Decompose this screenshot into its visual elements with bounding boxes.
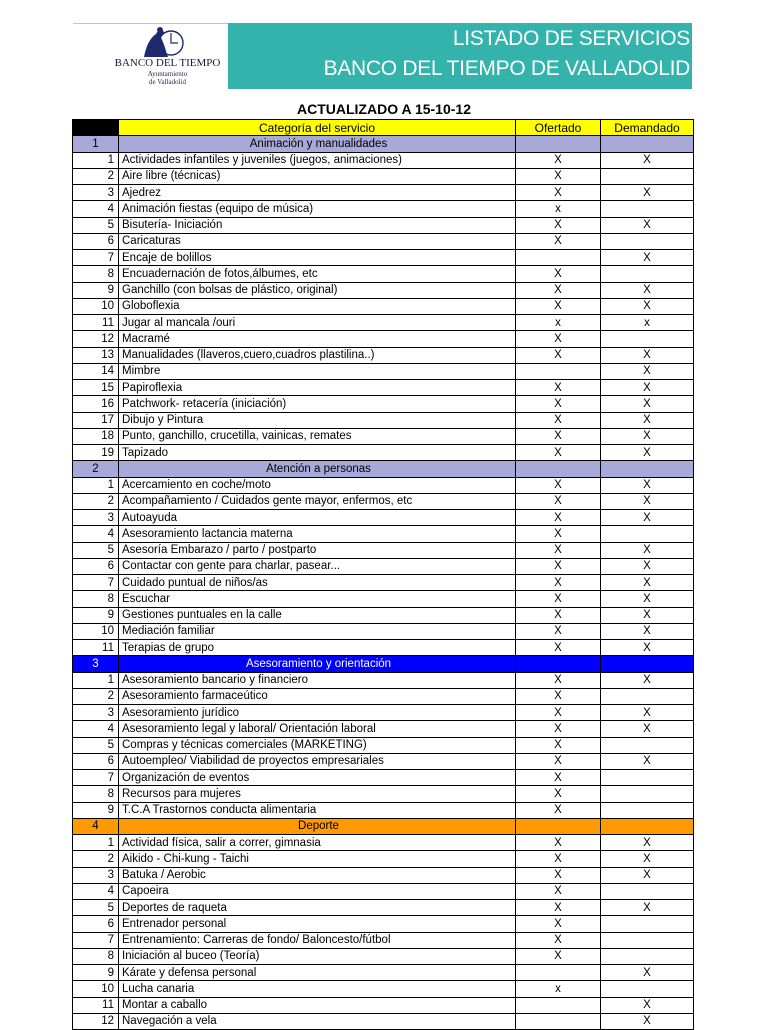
category-name: Atención a personas	[119, 461, 516, 477]
item-name: Caricaturas	[119, 233, 516, 249]
offered-mark: X	[516, 266, 601, 282]
table-row	[73, 266, 694, 282]
column-header-offered: Ofertado	[516, 120, 601, 136]
item-number: 4	[73, 201, 119, 217]
item-name: Asesoramiento bancario y financiero	[119, 672, 516, 688]
category-offered-cell	[516, 136, 601, 152]
table-row	[73, 250, 694, 266]
table-row	[73, 445, 694, 461]
item-name: Ganchillo (con bolsas de plástico, original)	[119, 282, 516, 298]
table-row	[73, 851, 694, 867]
offered-mark: X	[516, 331, 601, 347]
demanded-mark: X	[601, 705, 694, 721]
table-row	[73, 217, 694, 233]
offered-mark: X	[516, 542, 601, 558]
table-row	[73, 802, 694, 818]
demanded-mark: X	[601, 721, 694, 737]
table-row	[73, 721, 694, 737]
category-row	[73, 818, 694, 834]
item-name: Macramé	[119, 331, 516, 347]
item-name: Autoempleo/ Viabilidad de proyectos empresariales	[119, 753, 516, 769]
item-name: Punto, ganchillo, crucetilla, vainicas, remates	[119, 428, 516, 444]
category-row	[73, 136, 694, 152]
services-table	[72, 119, 694, 1030]
table-row	[73, 298, 694, 314]
item-number: 3	[73, 705, 119, 721]
item-number: 4	[73, 883, 119, 899]
offered-mark: X	[516, 217, 601, 233]
item-name: Acompañamiento / Cuidados gente mayor, enfermos, etc	[119, 493, 516, 509]
table-row	[73, 770, 694, 786]
offered-mark: X	[516, 672, 601, 688]
item-number: 5	[73, 737, 119, 753]
item-number: 1	[73, 672, 119, 688]
item-number: 3	[73, 867, 119, 883]
item-number: 7	[73, 932, 119, 948]
item-name: Ajedrez	[119, 185, 516, 201]
offered-mark: X	[516, 737, 601, 753]
item-number: 1	[73, 835, 119, 851]
demanded-mark: X	[601, 250, 694, 266]
offered-mark: X	[516, 510, 601, 526]
item-name: Actividades infantiles y juveniles (juegos, animaciones)	[119, 152, 516, 168]
item-number: 11	[73, 640, 119, 656]
item-number: 11	[73, 997, 119, 1013]
offered-mark: X	[516, 867, 601, 883]
item-name: Bisutería- Iniciación	[119, 217, 516, 233]
item-number: 7	[73, 575, 119, 591]
offered-mark: X	[516, 591, 601, 607]
item-name: Autoayuda	[119, 510, 516, 526]
item-name: Deportes de raqueta	[119, 900, 516, 916]
item-number: 5	[73, 900, 119, 916]
offered-mark: X	[516, 770, 601, 786]
item-number: 12	[73, 331, 119, 347]
offered-mark: X	[516, 298, 601, 314]
item-name: Asesoramiento lactancia materna	[119, 526, 516, 542]
item-name: Navegación a vela	[119, 1013, 516, 1029]
updated-date: ACTUALIZADO A 15-10-12	[297, 101, 471, 117]
item-number: 9	[73, 965, 119, 981]
item-number: 14	[73, 363, 119, 379]
table-row	[73, 883, 694, 899]
item-number: 6	[73, 916, 119, 932]
item-name: Tapizado	[119, 445, 516, 461]
item-name: Actividad física, salir a correr, gimnasia	[119, 835, 516, 851]
item-number: 8	[73, 786, 119, 802]
category-offered-cell	[516, 818, 601, 834]
demanded-mark	[601, 331, 694, 347]
category-number: 3	[73, 656, 119, 672]
table-row	[73, 428, 694, 444]
table-row	[73, 347, 694, 363]
category-number: 1	[73, 136, 119, 152]
item-name: Aire libre (técnicas)	[119, 168, 516, 184]
table-row	[73, 916, 694, 932]
offered-mark: X	[516, 347, 601, 363]
demanded-mark	[601, 737, 694, 753]
table-row	[73, 965, 694, 981]
offered-mark: X	[516, 932, 601, 948]
offered-mark: X	[516, 558, 601, 574]
category-row	[73, 461, 694, 477]
item-number: 1	[73, 152, 119, 168]
demanded-mark: X	[601, 835, 694, 851]
offered-mark: X	[516, 688, 601, 704]
demanded-mark: X	[601, 282, 694, 298]
offered-mark: x	[516, 315, 601, 331]
offered-mark: X	[516, 185, 601, 201]
item-number: 3	[73, 510, 119, 526]
demanded-mark	[601, 266, 694, 282]
offered-mark: X	[516, 526, 601, 542]
table-row	[73, 867, 694, 883]
table-row	[73, 786, 694, 802]
item-number: 2	[73, 493, 119, 509]
table-row	[73, 477, 694, 493]
item-number: 13	[73, 347, 119, 363]
table-row	[73, 591, 694, 607]
table-row	[73, 900, 694, 916]
demanded-mark: X	[601, 445, 694, 461]
table-row	[73, 526, 694, 542]
demanded-mark: x	[601, 315, 694, 331]
item-number: 7	[73, 770, 119, 786]
demanded-mark: X	[601, 152, 694, 168]
demanded-mark: X	[601, 380, 694, 396]
category-demanded-cell	[601, 136, 694, 152]
demanded-mark	[601, 916, 694, 932]
offered-mark: X	[516, 835, 601, 851]
table-row	[73, 201, 694, 217]
item-number: 2	[73, 851, 119, 867]
demanded-mark	[601, 883, 694, 899]
offered-mark	[516, 1013, 601, 1029]
offered-mark: X	[516, 380, 601, 396]
demanded-mark	[601, 786, 694, 802]
demanded-mark: X	[601, 428, 694, 444]
category-demanded-cell	[601, 461, 694, 477]
demanded-mark: X	[601, 185, 694, 201]
demanded-mark	[601, 770, 694, 786]
table-row	[73, 607, 694, 623]
item-name: Escuchar	[119, 591, 516, 607]
offered-mark: X	[516, 428, 601, 444]
demanded-mark	[601, 932, 694, 948]
item-name: Montar a caballo	[119, 997, 516, 1013]
demanded-mark: X	[601, 640, 694, 656]
offered-mark: X	[516, 396, 601, 412]
offered-mark: X	[516, 802, 601, 818]
category-number: 4	[73, 818, 119, 834]
item-name: Asesoría Embarazo / parto / postparto	[119, 542, 516, 558]
offered-mark: X	[516, 233, 601, 249]
category-demanded-cell	[601, 656, 694, 672]
demanded-mark: X	[601, 623, 694, 639]
offered-mark: X	[516, 948, 601, 964]
demanded-mark: X	[601, 591, 694, 607]
item-number: 2	[73, 688, 119, 704]
category-name: Asesoramiento y orientación	[119, 656, 516, 672]
offered-mark: X	[516, 705, 601, 721]
demanded-mark: X	[601, 493, 694, 509]
item-number: 1	[73, 477, 119, 493]
table-row	[73, 185, 694, 201]
item-name: Patchwork- retacería (iniciación)	[119, 396, 516, 412]
table-row	[73, 737, 694, 753]
item-name: Asesoramiento legal y laboral/ Orientación laboral	[119, 721, 516, 737]
demanded-mark: X	[601, 672, 694, 688]
category-name: Animación y manualidades	[119, 136, 516, 152]
category-row	[73, 656, 694, 672]
table-row	[73, 233, 694, 249]
demanded-mark: X	[601, 558, 694, 574]
table-row	[73, 380, 694, 396]
offered-mark: X	[516, 445, 601, 461]
demanded-mark: X	[601, 510, 694, 526]
table-row	[73, 363, 694, 379]
table-row	[73, 640, 694, 656]
table-row	[73, 282, 694, 298]
demanded-mark	[601, 802, 694, 818]
demanded-mark	[601, 233, 694, 249]
item-number: 17	[73, 412, 119, 428]
logo-name: BANCO DEL TIEMPO	[114, 57, 221, 69]
page-title-line2: BANCO DEL TIEMPO DE VALLADOLID	[323, 57, 690, 80]
services-table-body	[73, 120, 694, 1030]
item-name: Aikido - Chi-kung - Taichi	[119, 851, 516, 867]
demanded-mark: X	[601, 607, 694, 623]
table-row	[73, 152, 694, 168]
item-name: Terapias de grupo	[119, 640, 516, 656]
offered-mark: X	[516, 916, 601, 932]
item-name: Globoflexia	[119, 298, 516, 314]
offered-mark: x	[516, 201, 601, 217]
demanded-mark	[601, 688, 694, 704]
demanded-mark: X	[601, 965, 694, 981]
page-title-line1: LISTADO DE SERVICIOS	[452, 27, 690, 50]
item-number: 18	[73, 428, 119, 444]
logo-subtitle: Ayuntamiento de Valladolid	[147, 70, 188, 86]
table-row	[73, 932, 694, 948]
table-row	[73, 981, 694, 997]
table-row	[73, 168, 694, 184]
offered-mark: X	[516, 493, 601, 509]
item-number: 9	[73, 282, 119, 298]
item-number: 5	[73, 217, 119, 233]
column-header-number	[73, 120, 119, 136]
item-name: Contactar con gente para charlar, pasear...	[119, 558, 516, 574]
item-name: Batuka / Aerobic	[119, 867, 516, 883]
demanded-mark: X	[601, 997, 694, 1013]
item-name: Organización de eventos	[119, 770, 516, 786]
offered-mark: X	[516, 900, 601, 916]
item-number: 4	[73, 721, 119, 737]
item-number: 6	[73, 558, 119, 574]
item-number: 10	[73, 981, 119, 997]
offered-mark: X	[516, 851, 601, 867]
item-name: Compras y técnicas comerciales (MARKETING)	[119, 737, 516, 753]
offered-mark: X	[516, 152, 601, 168]
offered-mark: X	[516, 883, 601, 899]
item-number: 3	[73, 185, 119, 201]
table-row	[73, 688, 694, 704]
table-row	[73, 753, 694, 769]
demanded-mark: X	[601, 363, 694, 379]
item-number: 10	[73, 623, 119, 639]
offered-mark: X	[516, 786, 601, 802]
table-row	[73, 672, 694, 688]
table-row	[73, 558, 694, 574]
item-number: 12	[73, 1013, 119, 1029]
demanded-mark: X	[601, 347, 694, 363]
item-number: 15	[73, 380, 119, 396]
item-name: Gestiones puntuales en la calle	[119, 607, 516, 623]
category-number: 2	[73, 461, 119, 477]
demanded-mark	[601, 201, 694, 217]
table-row	[73, 623, 694, 639]
item-number: 4	[73, 526, 119, 542]
offered-mark: X	[516, 575, 601, 591]
item-number: 6	[73, 233, 119, 249]
table-header-row	[73, 120, 694, 136]
table-row	[73, 1013, 694, 1029]
item-name: Animación fiestas (equipo de música)	[119, 201, 516, 217]
category-offered-cell	[516, 461, 601, 477]
item-number: 8	[73, 591, 119, 607]
item-name: Entrenador personal	[119, 916, 516, 932]
offered-mark	[516, 250, 601, 266]
demanded-mark	[601, 168, 694, 184]
item-number: 2	[73, 168, 119, 184]
offered-mark	[516, 363, 601, 379]
item-name: Recursos para mujeres	[119, 786, 516, 802]
item-number: 7	[73, 250, 119, 266]
item-name: Jugar al mancala /ouri	[119, 315, 516, 331]
item-number: 8	[73, 948, 119, 964]
item-name: Manualidades (llaveros,cuero,cuadros plastilina..)	[119, 347, 516, 363]
item-name: T.C.A Trastornos conducta alimentaria	[119, 802, 516, 818]
demanded-mark: X	[601, 753, 694, 769]
table-row	[73, 331, 694, 347]
offered-mark: X	[516, 168, 601, 184]
offered-mark: X	[516, 721, 601, 737]
demanded-mark	[601, 948, 694, 964]
table-row	[73, 412, 694, 428]
table-row	[73, 575, 694, 591]
item-name: Lucha canaria	[119, 981, 516, 997]
offered-mark	[516, 997, 601, 1013]
item-name: Kárate y defensa personal	[119, 965, 516, 981]
item-name: Mimbre	[119, 363, 516, 379]
table-row	[73, 705, 694, 721]
table-row	[73, 510, 694, 526]
demanded-mark: X	[601, 477, 694, 493]
category-demanded-cell	[601, 818, 694, 834]
offered-mark: X	[516, 753, 601, 769]
offered-mark	[516, 965, 601, 981]
demanded-mark: X	[601, 298, 694, 314]
item-number: 9	[73, 607, 119, 623]
column-header-demanded: Demandado	[601, 120, 694, 136]
demanded-mark	[601, 526, 694, 542]
table-row	[73, 315, 694, 331]
item-name: Acercamiento en coche/moto	[119, 477, 516, 493]
item-name: Mediación familiar	[119, 623, 516, 639]
item-name: Entrenamiento: Carreras de fondo/ Baloncesto/fútbol	[119, 932, 516, 948]
item-name: Cuidado puntual de niños/as	[119, 575, 516, 591]
item-name: Encuadernación de fotos,álbumes, etc	[119, 266, 516, 282]
table-row	[73, 948, 694, 964]
hourglass-clock-icon	[138, 26, 190, 58]
table-row	[73, 997, 694, 1013]
item-name: Capoeira	[119, 883, 516, 899]
demanded-mark: X	[601, 851, 694, 867]
column-header-category: Categoría del servicio	[119, 120, 516, 136]
item-name: Asesoramiento jurídico	[119, 705, 516, 721]
item-number: 10	[73, 298, 119, 314]
demanded-mark: X	[601, 412, 694, 428]
item-number: 6	[73, 753, 119, 769]
category-offered-cell	[516, 656, 601, 672]
offered-mark: X	[516, 477, 601, 493]
table-row	[73, 835, 694, 851]
offered-mark: x	[516, 981, 601, 997]
offered-mark: X	[516, 412, 601, 428]
demanded-mark: X	[601, 396, 694, 412]
offered-mark: X	[516, 607, 601, 623]
category-name: Deporte	[119, 818, 516, 834]
demanded-mark	[601, 981, 694, 997]
table-row	[73, 493, 694, 509]
demanded-mark: X	[601, 1013, 694, 1029]
demanded-mark: X	[601, 900, 694, 916]
item-number: 16	[73, 396, 119, 412]
table-row	[73, 542, 694, 558]
demanded-mark: X	[601, 575, 694, 591]
demanded-mark: X	[601, 867, 694, 883]
item-name: Dibujo y Pintura	[119, 412, 516, 428]
offered-mark: X	[516, 282, 601, 298]
demanded-mark: X	[601, 542, 694, 558]
item-name: Asesoramiento farmaceútico	[119, 688, 516, 704]
item-number: 5	[73, 542, 119, 558]
item-number: 8	[73, 266, 119, 282]
offered-mark: X	[516, 640, 601, 656]
item-name: Papiroflexia	[119, 380, 516, 396]
item-name: Iniciación al buceo (Teoría)	[119, 948, 516, 964]
offered-mark: X	[516, 623, 601, 639]
item-name: Encaje de bolillos	[119, 250, 516, 266]
demanded-mark: X	[601, 217, 694, 233]
item-number: 9	[73, 802, 119, 818]
item-number: 11	[73, 315, 119, 331]
item-number: 19	[73, 445, 119, 461]
table-row	[73, 396, 694, 412]
